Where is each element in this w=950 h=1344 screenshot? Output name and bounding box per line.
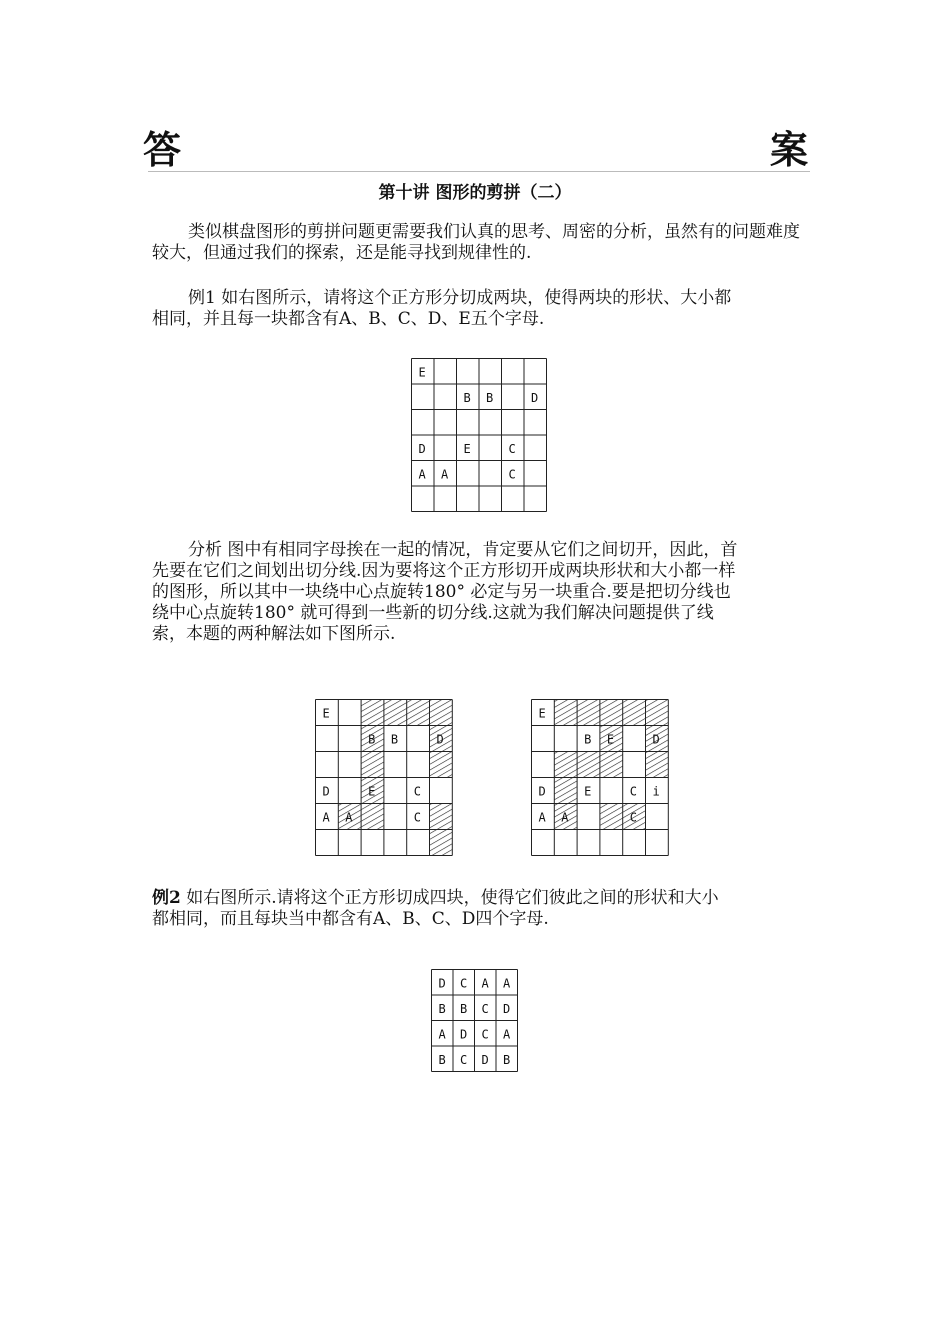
solution2-grid (530, 698, 670, 858)
solution2-shaded-cell (577, 752, 600, 778)
analysis-line4: 绕中心点旋转180° 就可得到一些新的切分线.这就为我们解决问题提供了线 (152, 603, 714, 623)
analysis-line1: 分析 图中有相同字母挨在一起的情况，肯定要从它们之间切开，因此，首 (188, 540, 738, 560)
solution2-shaded-cell (577, 700, 600, 726)
example2-text: 如右图所示.请将这个正方形切成四块，使得它们彼此之间的形状和大小 (180, 888, 719, 908)
example1-cell-letter: E (463, 441, 471, 456)
solution1-cell-letter: A (345, 810, 353, 825)
solution2-shaded-cell (646, 700, 669, 726)
example2-cell-letter: C (460, 1052, 468, 1067)
example2-cell-letter: C (481, 1027, 489, 1042)
example2-cell-letter: D (438, 976, 446, 991)
example1-line2: 相同，并且每一块都含有A、B、C、D、E五个字母. (152, 309, 545, 329)
solution2-shaded-cell (646, 752, 669, 778)
solution2-shaded-cell (600, 752, 623, 778)
example1-grid (410, 357, 547, 514)
heading-left-char: 答 (143, 128, 182, 172)
solution1-shaded-cell (430, 830, 453, 856)
solution1-cell-letter: C (413, 810, 421, 825)
solution1-shaded-cell (407, 700, 430, 726)
solution1-shaded-cell (361, 752, 384, 778)
example2-cell-letter: A (503, 1027, 511, 1042)
example1-cell-letter: C (508, 467, 516, 482)
solution2-shaded-cell (600, 700, 623, 726)
example2-cell-letter: C (481, 1001, 489, 1016)
example1-cell-letter: B (463, 390, 471, 405)
solution1-cell-letter: A (322, 810, 330, 825)
solution2-cell-letter: D (652, 732, 660, 747)
solution2-shaded-cell (623, 700, 646, 726)
solution2-shaded-cell (600, 804, 623, 830)
example2-cell-letter: D (503, 1001, 511, 1016)
example2-cell-letter: B (438, 1001, 446, 1016)
heading-right-char: 案 (770, 128, 809, 172)
example1-line1: 例1 如右图所示，请将这个正方形分切成两块，使得两块的形状、大小都 (188, 288, 732, 308)
solution2-shaded-cell (554, 752, 577, 778)
solution1-cell-letter: D (436, 732, 444, 747)
example2-cell-letter: A (503, 976, 511, 991)
solution2-shaded-cell (554, 700, 577, 726)
solution2-cell-letter: B (584, 732, 592, 747)
example2-line1 (152, 888, 802, 909)
solution1-cell-letter: E (368, 784, 376, 799)
solution2-cell-letter: C (629, 810, 637, 825)
solution1-shaded-cell (384, 700, 407, 726)
example1-cell-letter: B (486, 390, 494, 405)
solution2-cell-letter: E (584, 784, 592, 799)
example1-cell-letter: E (418, 365, 426, 380)
solution1-cell-letter: E (322, 706, 330, 721)
lecture-title: 第十讲 图形的剪拼（二） (378, 183, 572, 203)
solution2-cell-letter: i (652, 784, 660, 799)
solution1-cell-letter: B (390, 732, 399, 747)
solution1-shaded-cell (430, 752, 453, 778)
solution1-shaded-cell (430, 804, 453, 830)
solution2-cell-letter: A (561, 810, 569, 825)
example2-cell-letter: B (460, 1001, 468, 1016)
example2-grid (430, 968, 520, 1072)
analysis-line5: 索，本题的两种解法如下图所示. (152, 624, 396, 644)
example2-cell-letter: D (481, 1052, 489, 1067)
analysis-line2: 先要在它们之间划出切分线.因为要将这个正方形切开成两块形状和大小都一样 (152, 561, 736, 581)
solution1-grid (314, 698, 454, 858)
example2-cell-letter: A (481, 976, 489, 991)
example2-cell-letter: A (438, 1027, 446, 1042)
solution2-cell-letter: C (629, 784, 637, 799)
example2-cell-letter: C (460, 976, 468, 991)
example2-cell-letter: B (438, 1052, 446, 1067)
solution2-cell-letter: A (538, 810, 546, 825)
solution2-shaded-cell (554, 778, 577, 804)
example1-cell-letter: D (418, 441, 426, 456)
example1-cell-letter: D (531, 390, 539, 405)
heading-divider (148, 171, 810, 172)
example1-cell-letter: A (441, 467, 449, 482)
solution2-cell-letter: E (538, 706, 546, 721)
solution1-cell-letter: C (413, 784, 421, 799)
analysis-line3: 的图形，所以其中一块绕中心点旋转180° 必定与另一块重合.要是把切分线也 (152, 582, 731, 602)
example1-cell-letter: C (508, 441, 516, 456)
example2-cell-letter: D (460, 1027, 468, 1042)
solution1-cell-letter: B (368, 732, 376, 747)
solution2-cell-letter: D (538, 784, 546, 799)
example2-label: 例2 (152, 888, 181, 908)
example2-cell-letter: B (503, 1052, 511, 1067)
intro-paragraph: 类似棋盘图形的剪拼问题更需要我们认真的思考、周密的分析，虽然有的问题难度较大，但通过我们的探索，还是能寻找到规律性的. (152, 222, 800, 263)
solution2-cell-letter: E (606, 732, 615, 747)
example2-line2: 都相同，而且每块当中都含有A、B、C、D四个字母. (152, 909, 549, 929)
solution1-shaded-cell (430, 700, 453, 726)
solution1-shaded-cell (361, 804, 384, 830)
solution1-shaded-cell (361, 700, 384, 726)
solution1-cell-letter: D (322, 784, 330, 799)
example1-cell-letter: A (418, 467, 426, 482)
